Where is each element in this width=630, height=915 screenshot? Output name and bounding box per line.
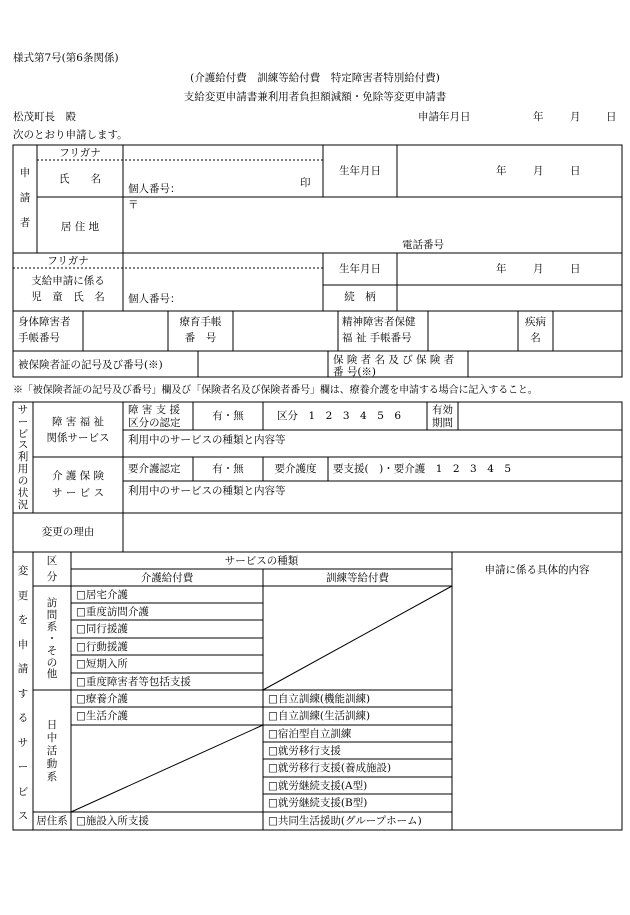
applicant-personal-no-label: 個人番号： — [128, 183, 181, 195]
welfare-service-label-1: 障 害 福 祉 — [51, 416, 104, 428]
child-birth-label: 生年月日 — [339, 263, 381, 275]
status-char-7: の — [17, 474, 29, 487]
kunren-header: 訓練等給付費 — [326, 572, 389, 584]
kyoju-category-label: 居住系 — [36, 815, 68, 827]
checkbox-shuro-keizoku-b[interactable]: □就労継続支援(B型) — [268, 797, 368, 809]
note-text: ※「被保険者証の記号及び番号」欄及び「保険者名及び保険者番号」欄は、療養介護を申請する場合に記入すること。 — [13, 385, 538, 396]
child-birth-month: 月 — [533, 263, 544, 275]
checkbox-shuro-keizoku-a[interactable]: □就労継続支援(A型) — [268, 780, 368, 792]
child-relation-label: 続 柄 — [344, 291, 376, 303]
valid-period-label-2: 期間 — [432, 417, 453, 429]
date-label: 申請年月日 — [418, 111, 471, 123]
insurer-label-1: 保 険 者 名 及 び 保 険 者 — [333, 354, 455, 366]
nicchu-char-3: 活 — [46, 744, 58, 757]
checkbox-shukuhaku-jiritsu[interactable]: □宿泊型自立訓練 — [268, 728, 352, 740]
kubun-header-2: 分 — [46, 571, 58, 583]
status-section-label — [13, 405, 33, 510]
houmon-char-2: 問 — [46, 608, 58, 621]
nicchu-char-2: 中 — [46, 731, 58, 744]
services-char-10: ビ — [17, 785, 29, 798]
status-char-2: ー — [17, 415, 29, 428]
services-char-6: す — [17, 687, 29, 700]
care-yes-no: 有・無 — [212, 463, 244, 475]
form-subtitle: (介護給付費 訓練等給付費 特定障害者特別給付費) — [190, 72, 440, 84]
care-service-label-2: サ ー ビ ス — [51, 487, 104, 499]
applicant-char-2: 請 — [19, 191, 31, 204]
houmon-category-label — [33, 598, 71, 680]
checkbox-seikatsu-kaigo[interactable]: □生活介護 — [76, 710, 128, 722]
cert-yes-no: 有・無 — [212, 410, 244, 422]
status-char-4: ス — [17, 439, 29, 452]
ryoiku-handbook-label-2: 番 号 — [184, 332, 217, 344]
applicant-birth-year: 年 — [496, 165, 507, 177]
cert-label-2: 区分の認定 — [128, 417, 181, 429]
applicant-char-3: 者 — [19, 216, 31, 229]
physical-handbook-label-1: 身体障害者 — [18, 316, 71, 328]
status-char-1: サ — [17, 404, 29, 416]
checkbox-judo-houmon-kaigo[interactable]: □重度訪問介護 — [76, 606, 149, 618]
child-birth-year: 年 — [496, 263, 507, 275]
date-day: 日 — [606, 111, 617, 123]
applicant-seal-mark: 印 — [300, 177, 311, 189]
applicant-birth-label: 生年月日 — [339, 165, 381, 177]
care-cert-label: 要介護認定 — [128, 463, 181, 475]
checkbox-shuro-iko[interactable]: □就労移行支援 — [268, 745, 341, 757]
checkbox-doko-engo[interactable]: □同行援護 — [76, 623, 128, 635]
nicchu-category-label — [33, 720, 71, 782]
child-name-label-1: 支給申請に係る — [31, 275, 105, 287]
applicant-char-1: 申 — [19, 167, 31, 179]
services-char-8: サ — [17, 736, 29, 749]
checkbox-judo-hokatsu[interactable]: □重度障害者等包括支援 — [76, 676, 191, 688]
checkbox-ryoyo-kaigo[interactable]: □療養介護 — [76, 693, 128, 705]
status-char-9: 況 — [17, 498, 29, 511]
cert-label-1: 障 害 支 援 — [128, 404, 181, 416]
services-char-7: る — [17, 712, 29, 725]
applicant-section-label — [13, 168, 37, 228]
applicant-address-label: 居 住 地 — [60, 221, 100, 233]
intro-text: 次のとおり申請します。 — [13, 129, 128, 141]
addressee: 松茂町長 殿 — [13, 111, 76, 123]
checkbox-tanki-nyusho[interactable]: □短期入所 — [76, 658, 128, 670]
kubun-options: 区分 1 2 3 4 5 6 — [277, 410, 402, 422]
care-level-label: 要介護度 — [274, 463, 317, 475]
kaigo-header: 介護給付費 — [140, 572, 194, 584]
checkbox-kodo-engo[interactable]: □行動援護 — [76, 641, 128, 653]
insurer-label-2: 番 号(※) — [333, 366, 377, 378]
date-year: 年 — [533, 111, 544, 123]
nicchu-char-1: 日 — [46, 719, 58, 731]
disease-label-1: 疾病 — [525, 316, 546, 328]
child-furigana-label: フリガナ — [47, 255, 89, 267]
applicant-birth-month: 月 — [533, 165, 544, 177]
checkbox-shuro-iko-yosei[interactable]: □就労移行支援(養成施設) — [268, 762, 392, 774]
service-types-header: サービスの種類 — [224, 555, 299, 567]
houmon-char-5: そ — [46, 644, 58, 657]
status-char-8: 状 — [17, 486, 29, 499]
status-char-3: ビ — [17, 427, 29, 440]
nicchu-char-4: 動 — [46, 757, 58, 770]
welfare-service-label-2: 関係サービス — [46, 432, 110, 444]
change-reason-label: 変更の理由 — [41, 526, 95, 538]
services-char-4: 申 — [17, 638, 29, 651]
checkbox-kyodo-seikatsu[interactable]: □共同生活援助(グループホーム) — [268, 815, 422, 827]
ryoiku-handbook-label-1: 療育手帳 — [179, 316, 222, 328]
checkbox-shisetsu-nyusho[interactable]: □施設入所支援 — [76, 815, 149, 827]
checkbox-kyotaku-kaigo[interactable]: □居宅介護 — [76, 589, 128, 601]
phone-label: 電話番号 — [402, 239, 444, 251]
services-char-11: ス — [17, 810, 29, 823]
kubun-header-1: 区 — [46, 555, 58, 567]
date-month: 月 — [570, 111, 581, 123]
nicchu-char-5: 系 — [46, 770, 58, 783]
child-name-label-2: 児 童 氏 名 — [31, 291, 105, 303]
status-char-6: 用 — [17, 463, 29, 476]
child-birth-day: 日 — [570, 263, 581, 275]
form-number: 様式第7号(第6条関係) — [13, 52, 119, 64]
welfare-in-use-label: 利用中のサービスの種類と内容等 — [128, 434, 286, 446]
child-personal-no-label: 個人番号： — [128, 293, 181, 305]
care-level-options: 要支援( )・要介護 1 2 3 4 5 — [333, 463, 512, 475]
mental-handbook-label-2: 福 祉 手帳番号 — [342, 332, 412, 344]
houmon-char-7: 他 — [46, 668, 58, 681]
checkbox-jiritsu-kino[interactable]: □自立訓練(機能訓練) — [268, 693, 371, 705]
services-section-label — [13, 566, 33, 822]
mental-handbook-label-1: 精神障害者保健 — [342, 316, 416, 328]
care-in-use-label: 利用中のサービスの種類と内容等 — [128, 485, 286, 497]
valid-period-label-1: 有効 — [432, 404, 453, 416]
form-title: 支給変更申請書兼利用者負担額減額・免除等変更申請書 — [183, 91, 447, 103]
houmon-char-6: の — [46, 656, 58, 669]
services-char-3: を — [17, 614, 29, 627]
houmon-char-3: 系 — [46, 620, 58, 633]
checkbox-jiritsu-seikatsu[interactable]: □自立訓練(生活訓練) — [268, 710, 371, 722]
detail-header: 申請に係る具体的内容 — [484, 564, 590, 576]
disease-label-2: 名 — [530, 332, 541, 344]
applicant-birth-day: 日 — [570, 165, 581, 177]
applicant-name-label: 氏 名 — [59, 173, 101, 185]
services-char-1: 変 — [17, 565, 29, 577]
houmon-char-4: ・ — [46, 632, 58, 645]
insured-number-label: 被保険者証の記号及び番号(※) — [18, 359, 163, 371]
status-char-5: 利 — [17, 451, 29, 464]
postal-mark: 〒 — [128, 199, 139, 211]
services-char-2: 更 — [17, 589, 29, 602]
services-char-5: 請 — [17, 663, 29, 676]
physical-handbook-label-2: 手帳番号 — [18, 332, 60, 344]
care-service-label-1: 介 護 保 険 — [51, 470, 104, 482]
services-char-9: ー — [17, 761, 29, 774]
applicant-furigana-label: フリガナ — [59, 147, 101, 159]
houmon-char-1: 訪 — [46, 597, 58, 609]
